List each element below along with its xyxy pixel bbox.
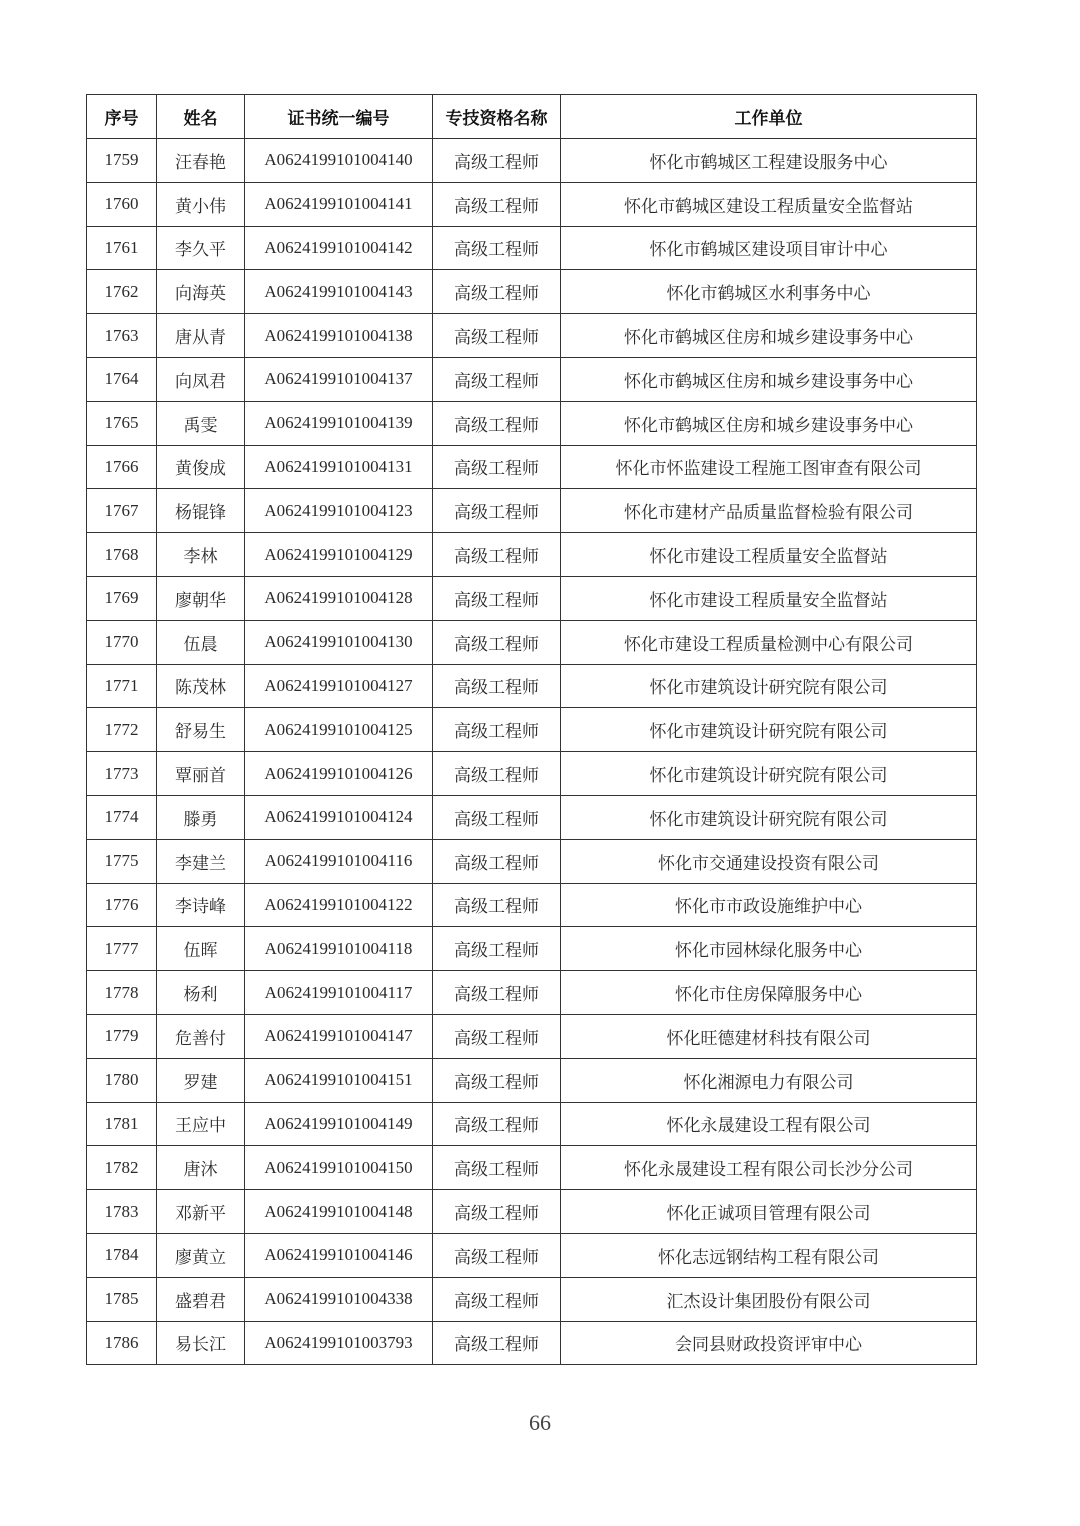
cell-certificate-number: A0624199101004147 xyxy=(245,1014,433,1058)
cell-certificate-number: A0624199101004137 xyxy=(245,357,433,401)
header-certificate-number: 证书统一编号 xyxy=(245,95,433,139)
table-body xyxy=(87,139,977,1365)
cell-qualification-title: 高级工程师 xyxy=(433,357,561,401)
table-row xyxy=(87,1014,977,1058)
cell-name: 杨利 xyxy=(157,971,245,1015)
header-name: 姓名 xyxy=(157,95,245,139)
table-row xyxy=(87,1190,977,1234)
cell-qualification-title: 高级工程师 xyxy=(433,270,561,314)
cell-serial-number: 1768 xyxy=(87,533,157,577)
cell-certificate-number: A0624199101004130 xyxy=(245,620,433,664)
table-row xyxy=(87,839,977,883)
cell-work-unit: 怀化正诚项目管理有限公司 xyxy=(561,1190,977,1234)
table-row xyxy=(87,445,977,489)
cell-work-unit: 怀化市建设工程质量安全监督站 xyxy=(561,576,977,620)
table-row xyxy=(87,401,977,445)
cell-qualification-title: 高级工程师 xyxy=(433,664,561,708)
cell-certificate-number: A0624199101004138 xyxy=(245,314,433,358)
cell-qualification-title: 高级工程师 xyxy=(433,1190,561,1234)
cell-name: 禹雯 xyxy=(157,401,245,445)
cell-name: 黄小伟 xyxy=(157,182,245,226)
cell-work-unit: 怀化市建设工程质量检测中心有限公司 xyxy=(561,620,977,664)
cell-qualification-title: 高级工程师 xyxy=(433,708,561,752)
cell-serial-number: 1782 xyxy=(87,1146,157,1190)
cell-qualification-title: 高级工程师 xyxy=(433,445,561,489)
cell-work-unit: 怀化市交通建设投资有限公司 xyxy=(561,839,977,883)
cell-certificate-number: A0624199101004143 xyxy=(245,270,433,314)
table-row xyxy=(87,1058,977,1102)
cell-name: 向凤君 xyxy=(157,357,245,401)
cell-qualification-title: 高级工程师 xyxy=(433,752,561,796)
cell-serial-number: 1785 xyxy=(87,1277,157,1321)
table-row xyxy=(87,1321,977,1365)
table-row xyxy=(87,883,977,927)
cell-serial-number: 1774 xyxy=(87,795,157,839)
cell-serial-number: 1776 xyxy=(87,883,157,927)
table-row xyxy=(87,139,977,183)
cell-certificate-number: A0624199101004149 xyxy=(245,1102,433,1146)
cell-work-unit: 汇杰设计集团股份有限公司 xyxy=(561,1277,977,1321)
cell-serial-number: 1767 xyxy=(87,489,157,533)
cell-qualification-title: 高级工程师 xyxy=(433,314,561,358)
cell-certificate-number: A0624199101004142 xyxy=(245,226,433,270)
cell-certificate-number: A0624199101004127 xyxy=(245,664,433,708)
table-row xyxy=(87,1233,977,1277)
table-row xyxy=(87,533,977,577)
qualification-table-container xyxy=(86,94,976,1365)
cell-serial-number: 1773 xyxy=(87,752,157,796)
cell-work-unit: 怀化市怀监建设工程施工图审查有限公司 xyxy=(561,445,977,489)
cell-qualification-title: 高级工程师 xyxy=(433,1102,561,1146)
cell-qualification-title: 高级工程师 xyxy=(433,839,561,883)
cell-certificate-number: A0624199101004116 xyxy=(245,839,433,883)
header-serial-number: 序号 xyxy=(87,95,157,139)
cell-serial-number: 1779 xyxy=(87,1014,157,1058)
cell-qualification-title: 高级工程师 xyxy=(433,1146,561,1190)
cell-work-unit: 怀化湘源电力有限公司 xyxy=(561,1058,977,1102)
cell-work-unit: 会同县财政投资评审中心 xyxy=(561,1321,977,1365)
cell-work-unit: 怀化市鹤城区住房和城乡建设事务中心 xyxy=(561,314,977,358)
cell-certificate-number: A0624199101004123 xyxy=(245,489,433,533)
cell-serial-number: 1766 xyxy=(87,445,157,489)
cell-qualification-title: 高级工程师 xyxy=(433,401,561,445)
cell-name: 伍晨 xyxy=(157,620,245,664)
cell-serial-number: 1778 xyxy=(87,971,157,1015)
cell-serial-number: 1784 xyxy=(87,1233,157,1277)
cell-certificate-number: A0624199101004140 xyxy=(245,139,433,183)
cell-name: 李诗峰 xyxy=(157,883,245,927)
cell-name: 廖朝华 xyxy=(157,576,245,620)
cell-serial-number: 1762 xyxy=(87,270,157,314)
cell-name: 伍晖 xyxy=(157,927,245,971)
cell-serial-number: 1781 xyxy=(87,1102,157,1146)
cell-certificate-number: A0624199101004146 xyxy=(245,1233,433,1277)
table-row xyxy=(87,314,977,358)
cell-work-unit: 怀化市鹤城区建设项目审计中心 xyxy=(561,226,977,270)
cell-qualification-title: 高级工程师 xyxy=(433,1233,561,1277)
cell-serial-number: 1765 xyxy=(87,401,157,445)
cell-qualification-title: 高级工程师 xyxy=(433,1014,561,1058)
cell-certificate-number: A0624199101004150 xyxy=(245,1146,433,1190)
cell-certificate-number: A0624199101004128 xyxy=(245,576,433,620)
cell-certificate-number: A0624199101004148 xyxy=(245,1190,433,1234)
cell-serial-number: 1780 xyxy=(87,1058,157,1102)
cell-work-unit: 怀化永晟建设工程有限公司 xyxy=(561,1102,977,1146)
cell-certificate-number: A0624199101004141 xyxy=(245,182,433,226)
table-row xyxy=(87,971,977,1015)
table-row xyxy=(87,270,977,314)
cell-certificate-number: A0624199101004151 xyxy=(245,1058,433,1102)
cell-work-unit: 怀化市建筑设计研究院有限公司 xyxy=(561,708,977,752)
cell-name: 李建兰 xyxy=(157,839,245,883)
header-qualification-title: 专技资格名称 xyxy=(433,95,561,139)
table-header-row xyxy=(87,95,977,139)
cell-name: 易长江 xyxy=(157,1321,245,1365)
cell-qualification-title: 高级工程师 xyxy=(433,139,561,183)
cell-serial-number: 1783 xyxy=(87,1190,157,1234)
cell-serial-number: 1759 xyxy=(87,139,157,183)
cell-qualification-title: 高级工程师 xyxy=(433,1321,561,1365)
table-row xyxy=(87,1146,977,1190)
cell-work-unit: 怀化旺德建材科技有限公司 xyxy=(561,1014,977,1058)
table-row xyxy=(87,489,977,533)
cell-qualification-title: 高级工程师 xyxy=(433,927,561,971)
cell-qualification-title: 高级工程师 xyxy=(433,576,561,620)
table-row xyxy=(87,927,977,971)
cell-name: 汪春艳 xyxy=(157,139,245,183)
cell-name: 杨锟锋 xyxy=(157,489,245,533)
page-number: 66 xyxy=(529,1410,551,1435)
cell-work-unit: 怀化市鹤城区住房和城乡建设事务中心 xyxy=(561,401,977,445)
cell-qualification-title: 高级工程师 xyxy=(433,489,561,533)
cell-name: 罗建 xyxy=(157,1058,245,1102)
cell-qualification-title: 高级工程师 xyxy=(433,971,561,1015)
cell-work-unit: 怀化市市政设施维护中心 xyxy=(561,883,977,927)
cell-name: 危善付 xyxy=(157,1014,245,1058)
cell-qualification-title: 高级工程师 xyxy=(433,883,561,927)
table-row xyxy=(87,1277,977,1321)
cell-certificate-number: A0624199101004139 xyxy=(245,401,433,445)
cell-name: 邓新平 xyxy=(157,1190,245,1234)
cell-certificate-number: A0624199101004125 xyxy=(245,708,433,752)
cell-serial-number: 1769 xyxy=(87,576,157,620)
cell-work-unit: 怀化永晟建设工程有限公司长沙分公司 xyxy=(561,1146,977,1190)
cell-serial-number: 1760 xyxy=(87,182,157,226)
cell-work-unit: 怀化市建筑设计研究院有限公司 xyxy=(561,795,977,839)
cell-name: 黄俊成 xyxy=(157,445,245,489)
cell-work-unit: 怀化市住房保障服务中心 xyxy=(561,971,977,1015)
cell-certificate-number: A0624199101004122 xyxy=(245,883,433,927)
cell-certificate-number: A0624199101004129 xyxy=(245,533,433,577)
cell-name: 李林 xyxy=(157,533,245,577)
cell-work-unit: 怀化市鹤城区建设工程质量安全监督站 xyxy=(561,182,977,226)
cell-qualification-title: 高级工程师 xyxy=(433,533,561,577)
cell-work-unit: 怀化市建材产品质量监督检验有限公司 xyxy=(561,489,977,533)
cell-certificate-number: A0624199101003793 xyxy=(245,1321,433,1365)
cell-name: 李久平 xyxy=(157,226,245,270)
cell-work-unit: 怀化市建筑设计研究院有限公司 xyxy=(561,752,977,796)
cell-serial-number: 1761 xyxy=(87,226,157,270)
header-work-unit: 工作单位 xyxy=(561,95,977,139)
table-row xyxy=(87,708,977,752)
table-row xyxy=(87,182,977,226)
cell-certificate-number: A0624199101004126 xyxy=(245,752,433,796)
cell-name: 廖黄立 xyxy=(157,1233,245,1277)
cell-serial-number: 1777 xyxy=(87,927,157,971)
cell-name: 舒易生 xyxy=(157,708,245,752)
cell-work-unit: 怀化市建筑设计研究院有限公司 xyxy=(561,664,977,708)
cell-work-unit: 怀化市园林绿化服务中心 xyxy=(561,927,977,971)
table-row xyxy=(87,795,977,839)
cell-certificate-number: A0624199101004118 xyxy=(245,927,433,971)
cell-work-unit: 怀化市鹤城区水利事务中心 xyxy=(561,270,977,314)
cell-work-unit: 怀化市鹤城区工程建设服务中心 xyxy=(561,139,977,183)
cell-qualification-title: 高级工程师 xyxy=(433,1277,561,1321)
cell-work-unit: 怀化志远钢结构工程有限公司 xyxy=(561,1233,977,1277)
cell-work-unit: 怀化市建设工程质量安全监督站 xyxy=(561,533,977,577)
cell-certificate-number: A0624199101004117 xyxy=(245,971,433,1015)
cell-name: 唐从青 xyxy=(157,314,245,358)
cell-serial-number: 1764 xyxy=(87,357,157,401)
cell-name: 向海英 xyxy=(157,270,245,314)
table-row xyxy=(87,1102,977,1146)
cell-name: 陈茂林 xyxy=(157,664,245,708)
cell-serial-number: 1786 xyxy=(87,1321,157,1365)
table-row xyxy=(87,576,977,620)
cell-name: 盛碧君 xyxy=(157,1277,245,1321)
table-row xyxy=(87,357,977,401)
cell-qualification-title: 高级工程师 xyxy=(433,226,561,270)
cell-name: 滕勇 xyxy=(157,795,245,839)
cell-name: 王应中 xyxy=(157,1102,245,1146)
cell-certificate-number: A0624199101004124 xyxy=(245,795,433,839)
cell-certificate-number: A0624199101004131 xyxy=(245,445,433,489)
cell-name: 唐沐 xyxy=(157,1146,245,1190)
cell-name: 覃丽首 xyxy=(157,752,245,796)
cell-certificate-number: A0624199101004338 xyxy=(245,1277,433,1321)
cell-serial-number: 1771 xyxy=(87,664,157,708)
cell-qualification-title: 高级工程师 xyxy=(433,1058,561,1102)
cell-qualification-title: 高级工程师 xyxy=(433,620,561,664)
table-row xyxy=(87,620,977,664)
qualification-table xyxy=(86,94,977,1365)
cell-serial-number: 1775 xyxy=(87,839,157,883)
table-row xyxy=(87,664,977,708)
cell-serial-number: 1763 xyxy=(87,314,157,358)
cell-qualification-title: 高级工程师 xyxy=(433,182,561,226)
table-row xyxy=(87,752,977,796)
table-row xyxy=(87,226,977,270)
cell-qualification-title: 高级工程师 xyxy=(433,795,561,839)
cell-serial-number: 1772 xyxy=(87,708,157,752)
cell-work-unit: 怀化市鹤城区住房和城乡建设事务中心 xyxy=(561,357,977,401)
cell-serial-number: 1770 xyxy=(87,620,157,664)
